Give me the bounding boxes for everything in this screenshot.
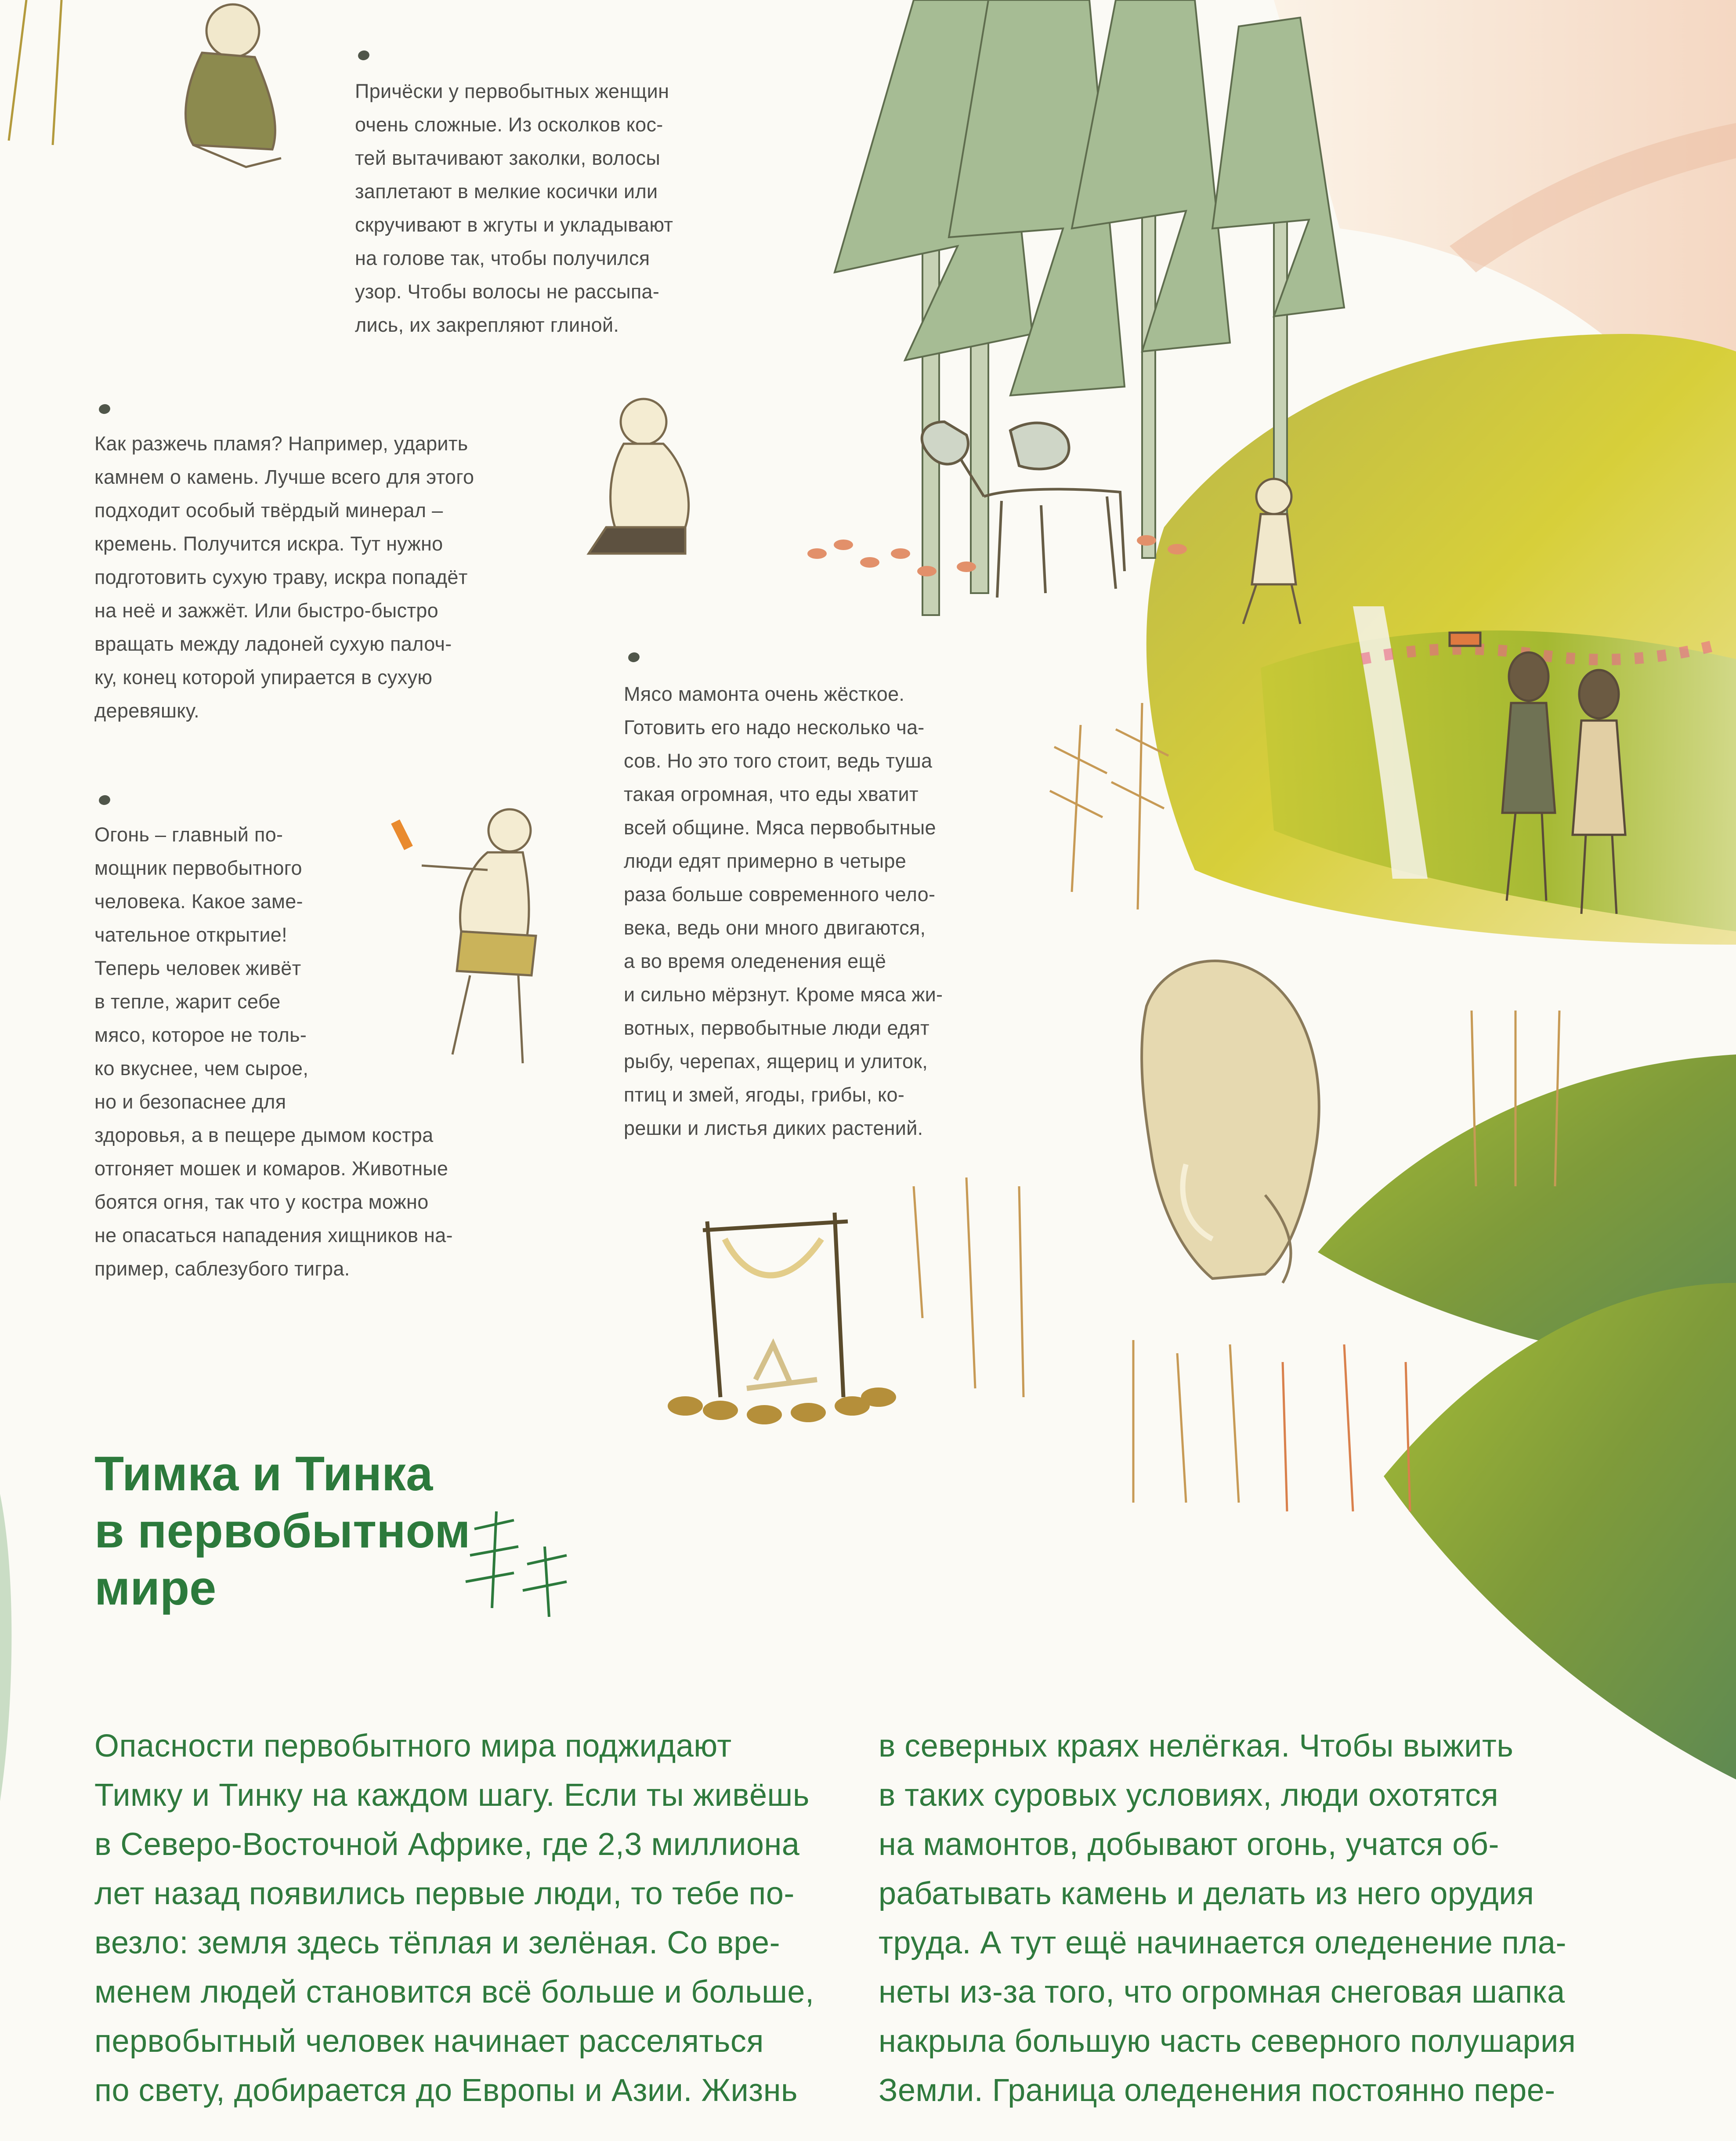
firestarter — [589, 399, 689, 554]
deer — [922, 422, 1125, 598]
body-column-right: в северных краях нелёгкая. Чтобы выжить в таких суровых условиях, люди охотятся на мамонтов, добывают огонь, учатся об- рабатывать камень и делать из него орудия труда. А тут ещё начинается оледенение пла- неты из-за того, что огромная снеговая шапка накрыла большую часть северного полушария Земли. Граница оледенения постоянно пере- — [879, 1728, 1576, 2108]
horsetail-icon — [466, 1511, 567, 1617]
sidebar-hairstyles: Причёски у первобытных женщин очень сложные. Из осколков кос- тей вытачивают заколки, волосы заплетают в мелкие косички или скручивают в жгуты и укладывают на голове так, чтобы получился узор. Чтобы волосы не рассыпа- лись, их закрепляют глиной. — [355, 80, 673, 336]
sidebar-fire-helper: Огонь – главный по- мощник первобытного человека. Какое заме- чательное открытие! Теперь человек живёт в тепле, жарит себе мясо, которое не толь- ко вкуснее, чем сырое, но и безопаснее для здоровья, а в пещере дымом костра отгоняет мошек и комаров. Животные боятся огня, так что у костра можно не опасаться нападения хищников на- пример, саблезубого тигра. — [94, 823, 453, 1280]
sidebar-mammoth-meat: Мясо мамонта очень жёсткое. Готовить его надо несколько ча- сов. Но это того стоит, ведь туша такая огромная, что еды хватит всей общине. Мяса первобытные люди едят примерно в четыре раза больше современного чело- века, ведь они много двигаются, а во время оледенения ещё и сильно мёрзнут. Кроме мяса жи- вотных, первобытные люди едят рыбу, черепах, ящериц и улиток, птиц и змей, ягоды, грибы, ко- решки и листья диких растений. — [624, 683, 943, 1139]
cooking-frame — [703, 1213, 848, 1397]
green-hill-bottom — [1384, 1283, 1736, 1779]
page-title: Тимка и Тинка в первобытном мире — [94, 1447, 470, 1615]
sidebar-making-fire: Как разжечь пламя? Например, ударить камнем о камень. Лучше всего для этого подходит особый твёрдый минерал – кремень. Получится искра. Тут нужно подготовить сухую траву, искра попадёт на неё и зажжёт. Или быстро-быстро вращать между ладоней сухую палоч- ку, конец которой упирается в сухую деревяшку. — [94, 432, 474, 722]
mammoth — [1142, 961, 1319, 1283]
body-column-left: Опасности первобытного мира поджидают Тимку и Тинку на каждом шагу. Если ты живёшь в Северо-Восточной Африке, где 2,3 миллиона лет назад появились первые люди, то тебе по- везло: земля здесь тёплая и зелёная. Со вре- менем людей становится всё больше и больше, первобытный человек начинает расселяться по свету, добирается до Европы и Азии. Жизнь — [94, 1728, 814, 2108]
stones — [668, 1387, 896, 1424]
left-edge-wash — [0, 1494, 11, 1801]
sitting-figure — [9, 0, 281, 167]
